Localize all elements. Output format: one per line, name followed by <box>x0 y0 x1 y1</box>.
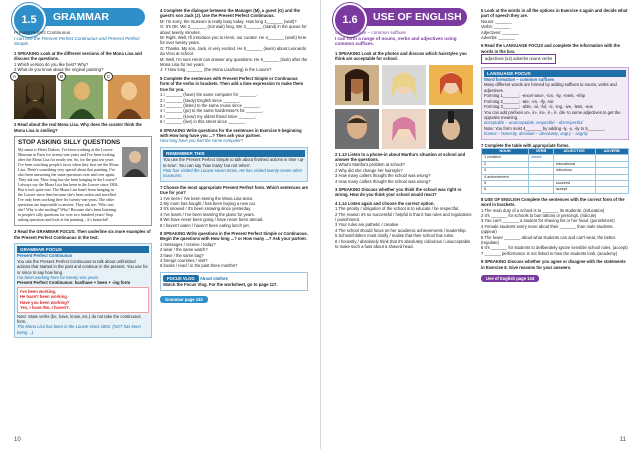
exercise-7-title: 7 Choose the most appropriate Present Perfect form. Which sentences are true for you? <box>160 184 308 196</box>
table-header: NOUN <box>482 148 529 154</box>
option-line: 1 The priority / obligation of the school is to educate / be respectful. <box>335 206 460 212</box>
language-focus-title: LANGUAGE FOCUS <box>484 70 626 77</box>
exercise-1: 1 SPEAKING Look at the photos and discuss which hairstyles you think are acceptable for school. <box>335 50 467 62</box>
mohawk-icon <box>429 109 473 149</box>
dialogue-line: G: Thanks. My son, Jack, is very excited. He 5_______ (learn) about Leonardo da Vinci at school. <box>160 45 307 57</box>
prompt-line: 2 wear / the same watch? <box>160 247 208 253</box>
curator-photo <box>122 147 148 177</box>
photo-f <box>429 109 473 149</box>
sentence-line: 3 I _______ (listen) to the same music since _______. <box>160 102 261 108</box>
prompt-line: 1 messages / receive / today? <box>160 241 216 247</box>
pos-row: Verbs: _______ <box>481 24 511 30</box>
exercise-1-q2: 2 What do you know about the original painting? <box>14 67 104 72</box>
banner-title: GRAMMAR <box>53 11 109 23</box>
exercise-7 <box>481 143 629 194</box>
table-cell[interactable]: 6 <box>482 187 529 193</box>
pos-row: Adjectives: _______ <box>481 29 519 35</box>
table-cell[interactable] <box>595 187 628 193</box>
article <box>14 136 152 226</box>
man-shaved-icon <box>335 109 379 149</box>
exercise-4-title: 4 Complete the dialogue between the Manager (M), a guest (G) and the guest's son Jack (J). Use the Present Perfect Continuous. <box>160 8 300 19</box>
lf-row: Forming 3_______: -able, -al, -ful, -ic, -ing, -ive, -less, -ous <box>484 104 593 110</box>
sentence-line: 2 I _______ (study) English since _______. <box>160 97 241 103</box>
gf-text: You use the Present Perfect Continuous to talk about unfinished actions that started in the past and continue in the present. You use for or since to say how long. <box>17 258 148 275</box>
photo-c <box>429 65 473 105</box>
image-c-label: C <box>104 72 113 81</box>
sentence-line: 6 I _______ (live) in this street since _______. <box>160 119 246 125</box>
exercise-2-title: 2 1.13 Listen to a phone-in about Martha's situation at school and answer the questions. <box>335 151 466 162</box>
gf-row: Yes, I have./No, I haven't. <box>20 305 70 311</box>
exercise-7 <box>160 185 308 228</box>
use-of-english-banner <box>355 8 467 26</box>
gf-row: He hasn't been working. <box>20 294 68 300</box>
article-title: STOP ASKING SILLY QUESTIONS <box>18 139 121 147</box>
exercise-1 <box>14 51 152 73</box>
grammar-focus-title: GRAMMAR FOCUS <box>17 246 149 253</box>
option-line: 5 Schoolchildren must clarify / realise that their school has rules. <box>335 233 455 239</box>
use-of-english-page-link[interactable]: Use of English page 134 <box>481 275 539 282</box>
sentence-line: 7 _______ performance is not linked to how the students look. (academy) <box>481 250 618 256</box>
woman-braids-icon <box>335 65 379 105</box>
gf-rows <box>17 287 149 313</box>
gf-row: I've been working. <box>20 288 57 294</box>
exercise-5 <box>481 8 629 40</box>
exercise-6 <box>481 43 629 63</box>
word-table <box>481 148 629 194</box>
lf-text: Many different words are formed by adding suffixes to nouns, verbs and adjectives. <box>484 82 617 93</box>
question-line: 3 How many callers thought the school was wrong? <box>335 173 431 179</box>
table-cell[interactable]: create <box>529 155 554 161</box>
table-cell[interactable]: 2 <box>482 161 529 167</box>
dialogue-line: G: It's OK. We 2_______ (not wait) long. We 3_______ (stand) in the queue for about twenty minutes. <box>160 24 307 35</box>
photo-b <box>382 65 426 105</box>
sentence-line: 2 It's _______ for schools to ban tattoos or piercings. (ridicule) <box>481 213 597 218</box>
lf-text-3: Note: You form most 4_______ by adding -ly, -y, -ily to 5_______. <box>484 125 606 131</box>
option-line: 1 I've seen / I've been seeing the Mona Lisa twice. <box>160 195 254 201</box>
option-line: 3 It's snowed / It's been snowing since yesterday. <box>160 206 252 212</box>
table-cell[interactable]: 5 <box>482 180 529 186</box>
gf-note-example: The Mona Lisa has been in the Louvre since 1804. (NOT has been being ...) <box>17 324 141 335</box>
sentence-line: 5 I _______ (know) my oldest friend since _______. <box>160 113 257 119</box>
exercise-8 <box>481 197 629 256</box>
page-number: 11 <box>619 437 626 443</box>
prompt-line: 5 books / read / in the past three months? <box>160 263 238 269</box>
option-line: 3 Your rules are pathetic / creative. <box>335 222 400 228</box>
exercise-9: 9 SPEAKING Discuss whether you agree or disagree with the statements in Exercise 8. Give reasons for your answers. <box>481 259 626 270</box>
focus-vlog-text[interactable]: Watch the Focus Vlog. For the worksheet, go to page 117. <box>163 282 278 288</box>
question-line: 1 What's Martha's problem at school? <box>335 162 405 168</box>
prompt-line: 3 have / the same bag? <box>160 252 204 258</box>
mona-lisa-version-icon <box>61 75 103 119</box>
lf-example-2: honest – honestly, absolute – absolutely, angry – angrily <box>484 131 588 137</box>
woman-colored-hair-icon <box>429 65 473 105</box>
sentence-line: 6 It's _______ for students to deliberately ignore sensible school rules. (accept) <box>481 245 628 251</box>
mona-lisa-variant-icon <box>108 75 150 119</box>
exercise-8-title: 8 USE OF ENGLISH Complete the sentences with the correct form of the word in brackets. <box>481 196 625 208</box>
table-header: ADVERB <box>595 148 628 154</box>
table-header: ADJECTIVE <box>553 148 595 154</box>
option-line: 4 The school should focus on her academic achievements / leadership. <box>335 227 467 233</box>
section-number-text: 1.5 <box>21 14 37 26</box>
table-cell[interactable]: 3 <box>482 168 529 174</box>
exercise-2 <box>335 152 473 184</box>
page-number: 10 <box>14 437 21 443</box>
focus-vlog-about: About clothes <box>199 275 228 281</box>
language-focus-box <box>481 67 629 140</box>
exercise-5-title: 5 Look at the words in all the options in Exercise 4 again and decide what part of speech they are. <box>481 8 628 19</box>
table-cell[interactable]: ridiculous <box>553 168 595 174</box>
girl-pink-hair-icon <box>382 109 426 149</box>
grammar-banner <box>35 8 145 26</box>
gf-row: Have you been working? <box>20 299 70 305</box>
exercise-3: 3 SPEAKING Discuss whether you think the school was right or wrong. How do you think your school would react? <box>335 187 462 198</box>
focus-vlog-label: FOCUS VLOG <box>163 275 199 282</box>
focus-vlog-box <box>160 272 308 291</box>
exercise-6-title: 6 SPEAKING Write questions for the sentences in Exercise 5 beginning with How long have you ...? Then ask your partner. <box>160 127 302 138</box>
prompt-line: 4 foreign countries / visit? <box>160 258 208 264</box>
lf-example-1: acceptable – unacceptable, respectful – disrespectful <box>484 120 583 126</box>
article-text: My name is Henri Dubois. I've been working at the Louvre Museum in Paris for twenty-one years and I've been looking after the Mona Lisa for nearly ten. So, for the past ten years I've been watching people's faces when they first see the Mona Lisa. There's something very special about that painting. I've also been answering the same questions over and over again. They ask me, 'How long has she been hanging in the Louvre?' I always say the Mona Lisa has been in the Louvre since 1804. But it isn't quite true. The Mona Lisa hasn't been hanging in the Louvre since then because she's been stolen and travelled. I've only been working here for twenty-one years. The other questions are impossible to answer. They ask me: 'Who was she? Why is she smiling?' Why? Because she's been listening to people's silly questions for over two hundred years! Stop asking questions and look at the painting – it's beautiful! <box>18 147 119 223</box>
exercise-1-title: 1 SPEAKING Look at the different versions of the Mona Lisa and discuss the questions. <box>14 50 142 62</box>
banner-title: USE OF ENGLISH <box>373 11 462 23</box>
exercise-4 <box>335 201 473 250</box>
pos-row: Adverbs: _______ <box>481 35 515 41</box>
exercise-5-title: 5 Complete the sentences with Present Perfect Simple or Continuous form of the verbs in brackets. Then add a time expression to make them true for you. <box>160 75 304 92</box>
remember-box <box>160 147 308 182</box>
right-column-b <box>481 8 629 282</box>
gf-subtitle: Present Perfect Continuous <box>17 253 73 259</box>
gf-form: Present Perfect Continuous: has/have + been + -ing form <box>17 280 131 286</box>
dialogue-line: J: 7 How long _______ (the Mona Lisa/hang) in the Louvre? <box>160 67 272 73</box>
dialogue-line: M: Well, I'm sure Henri can answer any questions. He 6_______ (look) after the Mona Lisa for ten years. <box>160 56 308 68</box>
photo-a <box>335 65 379 105</box>
right-page <box>320 0 640 449</box>
sentence-line: 1 The main duty of a school is to _______ its students. (education) <box>481 207 605 213</box>
sentence-line: 1 I _______ (have) the same computer for _______. <box>160 92 257 98</box>
exercise-8 <box>160 231 308 269</box>
exercise-4 <box>160 8 308 73</box>
left-column-b <box>160 8 308 303</box>
sentence-line: 3 You can't _______ a student for shaving his or her head. (punishment) <box>481 218 615 224</box>
exercise-7-title: 7 Complete the table with appropriate forms. <box>481 142 570 148</box>
objective: I can form a range of nouns, verbs and adjectives using common suffixes. <box>335 35 457 47</box>
table-header: VERB <box>529 148 554 154</box>
grammar-focus-box <box>14 243 152 338</box>
exercise-5 <box>160 76 308 125</box>
remember-text: You use the Present Perfect Simple to talk about finished actions in time 'up-to-now'. You can say 'how many' but not 'when'. <box>163 157 305 168</box>
exercise-6-title: 6 Read the LANGUAGE FOCUS and complete the information with the words in the box. <box>481 43 620 54</box>
table-cell[interactable]: succeed <box>553 180 595 186</box>
gf-example: I've been working here for twenty-one years. <box>17 275 100 281</box>
remember-example: Piotr has visited the Louvre seven times. He has visited twenty-seven other museums. <box>163 167 303 179</box>
lf-text-2: You can add prefixes un-, in-, im-, ir-, il-, dis- to some adjectives to get the opposite meaning. <box>484 109 621 120</box>
image-b <box>61 75 103 119</box>
woman-blonde-icon <box>382 65 426 105</box>
image-a <box>14 75 56 119</box>
option-line: 2 The reason it's so successful / helpful is that it has rules and regulations / punishment. <box>335 211 472 223</box>
table-cell[interactable] <box>529 187 554 193</box>
table-cell[interactable]: 4 achievement <box>482 174 529 180</box>
photo-e <box>382 109 426 149</box>
lf-row: Forming 1_______: -ence/-ance, -ion, -ity, -ment, -ship <box>484 93 585 99</box>
remember-title: REMEMBER THIS <box>163 150 305 157</box>
lf-row: Forming 2_______: -ate, -en, -ify, -ise <box>484 98 554 104</box>
table-cell[interactable]: educational <box>553 161 595 167</box>
question-line: 2 Why did she change her hairstyle? <box>335 167 403 173</box>
option-line: 6 I honestly / absolutely think that it's absolutely ridiculous / unacceptable to make such a fuss about a shaved head. <box>335 238 471 250</box>
person-icon <box>122 147 148 177</box>
grammar-page-link[interactable]: Grammar page 133 <box>160 296 208 303</box>
exercise-3: 3 Read the GRAMMAR FOCUS. Then underline six more examples of the Present Perfect Continuous in the text. <box>14 229 151 240</box>
dialogue-line: M: I'm sorry, the museum is really busy today. How long 1_______ (wait)? <box>160 18 297 24</box>
exercise-2: 2 Read about the real Mona Lisa. Why does the curator think the Mona Lisa is smiling? <box>14 122 142 133</box>
mona-lisa-images <box>14 75 152 119</box>
subtitle: Present Perfect Continuous <box>14 30 71 35</box>
dialogue-line: M: Right. Well, I'll introduce you to Henri, our curator. He 4_______ (work) here for over twenty years. <box>160 35 307 46</box>
lf-subtitle: Word formation – common suffixes <box>484 77 555 83</box>
left-column-a <box>14 30 152 338</box>
sentence-line: 4 I _______ (go) to the same hairdresser's for _______. <box>160 108 264 114</box>
sentence-line: 5 The fewer _______ about what students can and can't wear, the better. (regulate) <box>481 234 617 246</box>
image-b-label: B <box>57 72 66 81</box>
subtitle: Word formation – common suffixes <box>335 30 406 35</box>
exercise-4-title: 4 1.14 Listen again and choose the correct option. <box>335 200 435 206</box>
mona-lisa-original-icon <box>14 75 56 119</box>
hairstyle-photos <box>335 65 473 149</box>
section-number-text: 1.6 <box>342 14 358 26</box>
option-line: 6 I haven't eaten / haven't been eating lunch yet. <box>160 222 250 228</box>
sentence-line: 4 Female students worry more about their _______ than male students. (appear) <box>481 223 614 235</box>
option-line: 2 My mum has bought / has been buying a new car. <box>160 201 256 206</box>
objective: I can use the Present Perfect Continuous and Present Perfect Simple. <box>14 35 140 47</box>
exercise-6 <box>160 128 308 144</box>
word-box: adjectives (x3) adverbs nouns verbs <box>481 54 556 63</box>
exercise-6-example: How long have you had the same computer? <box>160 138 244 144</box>
pos-row: Nouns: _______ <box>481 18 512 24</box>
table-cell[interactable]: 1 creation <box>482 155 529 161</box>
right-column-a <box>335 30 473 253</box>
gf-note: Note: State verbs (be, have, know, etc.) do not take the continuous form. <box>17 313 141 324</box>
image-c <box>108 75 150 119</box>
table-cell[interactable]: accept <box>553 187 595 193</box>
image-a-label: A <box>10 72 19 81</box>
exercise-8-title: 8 SPEAKING Write questions in the Present Perfect Simple or Continuous. Begin the questions with How long ...? or How many ...? Ask your partner. <box>160 231 308 242</box>
option-line: 4 I've learnt / I've been learning the piano for years. <box>160 211 255 217</box>
table-row <box>482 187 629 193</box>
question-line: 4 How many callers thought the school was wrong? <box>335 178 431 184</box>
exercise-1-q1: 1 Which version do you like best? Why? <box>14 61 89 67</box>
option-line: 5 We have never been going / have never been abroad. <box>160 217 264 223</box>
photo-d <box>335 109 379 149</box>
